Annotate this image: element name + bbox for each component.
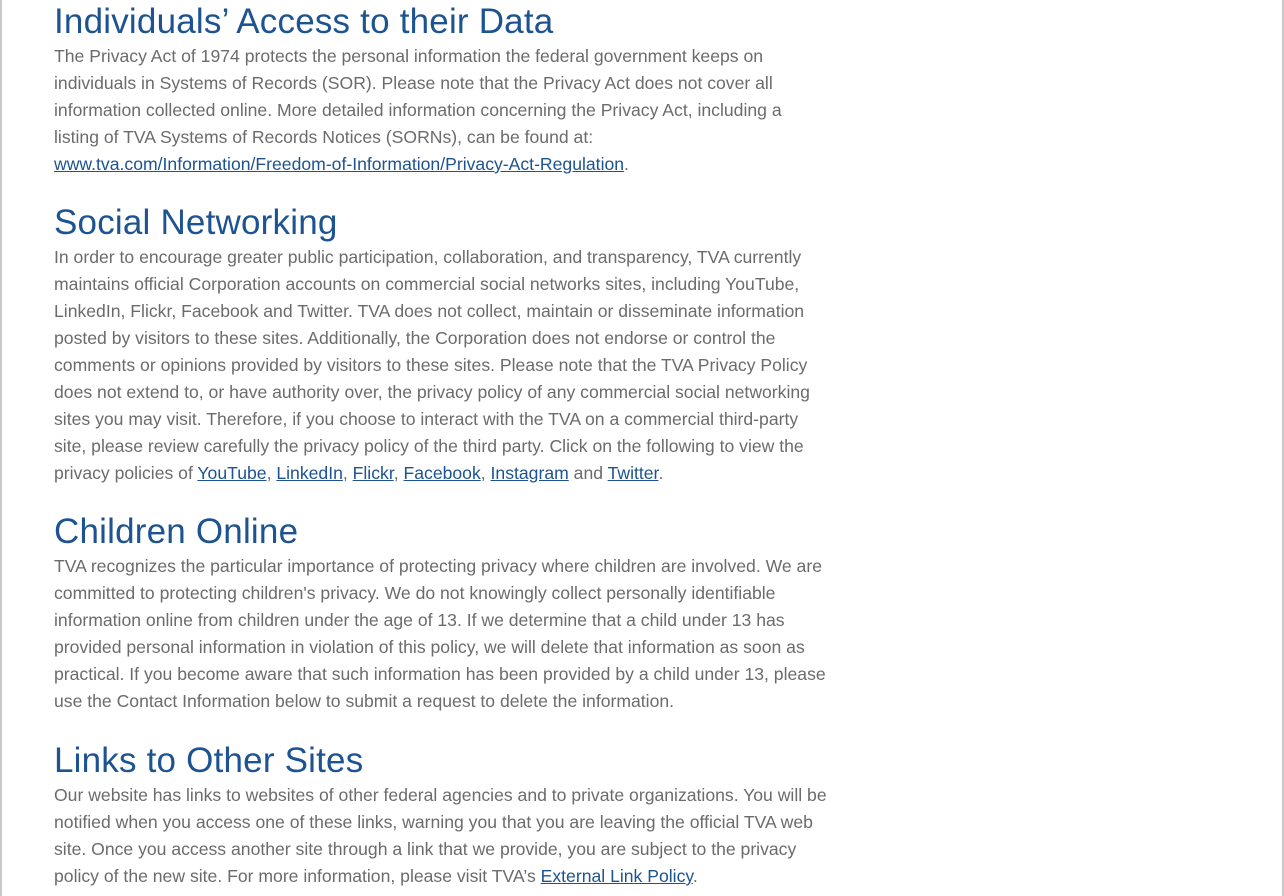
flickr-privacy-link[interactable]: Flickr: [352, 463, 394, 483]
social-body-text: In order to encourage greater public participation, collaboration, and transparency, TVA currently maintains official Corporation accounts on commercial social networks sites, including YouTube, LinkedIn, Flickr, Facebook and Twitter. TVA does not collect, maintain or disseminate information posted by visitors to these sites. Additionally, the Corporation does not endorse or control the comments or opinions provided by visitors to these sites. Please note that the TVA Privacy Policy does not extend to, or have authority over, the privacy policy of any commercial social networking sites you may visit. Therefore, if you choose to interact with the TVA on a commercial third-party site, please review carefully the privacy policy of the third party. Click on the following to view the privacy policies of: [54, 247, 810, 483]
left-border: [0, 0, 2, 896]
section-heading-links: Links to Other Sites: [54, 741, 364, 780]
section-body-links: [54, 782, 829, 890]
access-end: .: [624, 154, 629, 174]
social-end: .: [658, 463, 664, 483]
facebook-privacy-link[interactable]: Facebook: [403, 463, 481, 483]
section-body-social: [54, 244, 829, 487]
section-heading-children: Children Online: [54, 512, 299, 551]
section-heading-access: Individuals’ Access to their Data: [54, 2, 554, 41]
external-link-policy-link[interactable]: External Link Policy: [540, 866, 693, 886]
section-access-to-data: [54, 2, 829, 178]
separator: ,: [266, 463, 277, 483]
separator-and: and: [568, 463, 608, 483]
separator: ,: [393, 463, 404, 483]
links-end: .: [692, 866, 698, 886]
section-children-online: [54, 512, 829, 715]
section-social-networking: [54, 203, 829, 487]
access-body-text: The Privacy Act of 1974 protects the personal information the federal government keeps on individuals in Systems of Records (SOR). Please note that the Privacy Act does not cover all information collected online. More detailed information concerning the Privacy Act, including a listing of TVA Systems of Records Notices (SORNs), can be found at:: [54, 46, 782, 147]
separator: ,: [480, 463, 491, 483]
privacy-act-regulation-link[interactable]: www.tva.com/Information/Freedom-of-Information/Privacy-Act-Regulation: [54, 154, 625, 174]
section-body-access: [54, 43, 829, 178]
instagram-privacy-link[interactable]: Instagram: [490, 463, 569, 483]
linkedin-privacy-link[interactable]: LinkedIn: [276, 463, 343, 483]
links-body-text: Our website has links to websites of other federal agencies and to private organizations. You will be notified when you access one of these links, warning you that you are leaving the official TVA web site. Once you access another site through a link that we provide, you are subject to the privacy policy of the new site. For more information, please visit TVA’s: [54, 785, 827, 886]
section-heading-social: Social Networking: [54, 203, 338, 242]
section-links-other-sites: [54, 741, 829, 890]
youtube-privacy-link[interactable]: YouTube: [197, 463, 267, 483]
separator: ,: [342, 463, 353, 483]
twitter-privacy-link[interactable]: Twitter: [607, 463, 659, 483]
section-body-children: TVA recognizes the particular importance of protecting privacy where children are involved. We are committed to protecting children's privacy. We do not knowingly collect personally identifiable information online from children under the age of 13. If we determine that a child under 13 has provided personal information in violation of this policy, we will delete that information as soon as practical. If you become aware that such information has been provided by a child under 13, please use the Contact Information below to submit a request to delete the information.: [54, 556, 826, 711]
